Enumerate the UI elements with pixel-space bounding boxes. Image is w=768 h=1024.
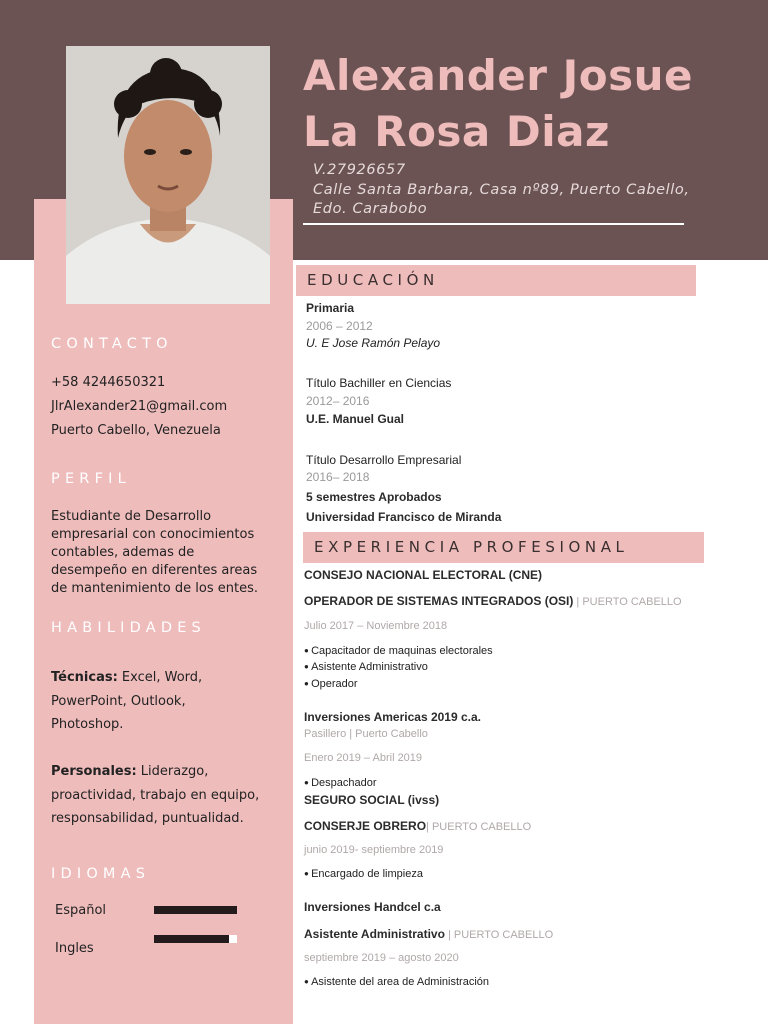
education-heading: EDUCACIÓN: [296, 265, 696, 296]
contact-block: [51, 371, 227, 443]
edu-years: 2012– 2016: [306, 394, 370, 408]
contact-heading: CONTACTO: [51, 336, 173, 352]
job-bullet: ● Asistente Administrativo: [304, 661, 428, 673]
id-and-address: [313, 161, 693, 220]
job-org: SEGURO SOCIAL (ivss): [304, 793, 440, 807]
header-divider: [303, 223, 684, 225]
language-spanish: Español: [55, 903, 107, 918]
personal-line: proactividad, trabajo en equipo,: [51, 787, 260, 803]
job-bullet: ● Operador: [304, 678, 358, 690]
edu-school: Universidad Francisco de Miranda: [306, 510, 502, 524]
edu-title: Título Desarrollo Empresarial: [306, 453, 462, 467]
language-english: Ingles: [55, 941, 94, 956]
sidebar-panel: [34, 199, 293, 1024]
job-bullet: ● Asistente del area de Administración: [304, 976, 489, 988]
portrait-image: [66, 46, 270, 304]
job-role-line: [304, 819, 531, 833]
job-org: Inversiones Handcel c.a: [304, 900, 441, 914]
candidate-name: [303, 48, 753, 160]
address-line-2: Edo. Carabobo: [313, 201, 428, 217]
edu-years: 2016– 2018: [306, 470, 370, 484]
technical-line: Photoshop.: [51, 717, 124, 732]
language-level-fill: [154, 906, 237, 914]
profile-line: Estudiante de Desarrollo: [51, 509, 212, 524]
job-role: CONSERJE OBRERO: [304, 819, 427, 833]
id-number: V.27926657: [313, 162, 406, 178]
profile-text: [51, 508, 258, 598]
profile-line: de mantenimiento de los entes.: [51, 581, 258, 596]
experience-heading: EXPERIENCIA PROFESIONAL: [303, 532, 704, 563]
job-dates: Enero 2019 – Abril 2019: [304, 752, 423, 764]
edu-title: Primaria: [306, 301, 355, 315]
profile-line: empresarial con conocimientos: [51, 527, 255, 542]
job-bullet: ● Capacitador de maquinas electorales: [304, 645, 493, 657]
technical-line: PowerPoint, Outlook,: [51, 693, 186, 709]
personal-label: Personales:: [51, 764, 137, 779]
job-role-line: [304, 927, 553, 941]
edu-note: 5 semestres Aprobados: [306, 490, 442, 504]
edu-years: 2006 – 2012: [306, 319, 373, 333]
job-org: Inversiones Americas 2019 c.a.: [304, 710, 481, 724]
job-role-line: [304, 594, 682, 608]
address-line-1: Calle Santa Barbara, Casa nº89, Puerto Cabello,: [313, 181, 690, 198]
technical-skills: [51, 666, 202, 737]
job-org: CONSEJO NACIONAL ELECTORAL (CNE): [304, 568, 543, 582]
technical-line: Excel, Word,: [117, 670, 203, 685]
skills-heading: HABILIDADES: [51, 620, 206, 636]
job-role-place: Pasillero | Puerto Cabello: [304, 728, 428, 740]
language-level-bar-english: [154, 935, 237, 943]
job-dates: septiembre 2019 – agosto 2020: [304, 952, 459, 964]
languages-heading: IDIOMAS: [51, 866, 151, 882]
personal-line: Liderazgo,: [136, 764, 209, 779]
job-place: | PUERTO CABELLO: [573, 596, 682, 608]
job-bullet: ● Despachador: [304, 777, 377, 789]
location: Puerto Cabello, Venezuela: [51, 423, 221, 438]
name-line-2: La Rosa Diaz: [303, 107, 610, 156]
job-role: Asistente Administrativo: [304, 927, 445, 941]
job-role: OPERADOR DE SISTEMAS INTEGRADOS (OSI): [304, 594, 574, 608]
edu-school: U.E. Manuel Gual: [306, 412, 405, 426]
profile-line: desempeño en diferentes areas: [51, 563, 258, 578]
edu-school: U. E Jose Ramón Pelayo: [306, 336, 441, 350]
language-level-bar-spanish: [154, 906, 237, 914]
profile-photo: [66, 46, 270, 304]
email-address: JlrAlexander21@gmail.com: [51, 399, 228, 414]
job-place: | PUERTO CABELLO: [444, 929, 554, 941]
job-dates: Julio 2017 – Noviembre 2018: [304, 620, 448, 632]
job-bullet: ● Encargado de limpieza: [304, 868, 423, 880]
language-level-fill: [154, 935, 229, 943]
personal-skills: [51, 760, 259, 831]
technical-label: Técnicas:: [51, 670, 118, 685]
name-line-1: Alexander Josue: [303, 51, 693, 100]
edu-title: Título Bachiller en Ciencias: [306, 376, 452, 390]
job-place: | PUERTO CABELLO: [426, 821, 532, 833]
profile-line: contables, ademas de: [51, 545, 195, 560]
phone-number: +58 4244650321: [51, 375, 166, 390]
job-dates: junio 2019- septiembre 2019: [304, 844, 444, 856]
profile-heading: PERFIL: [51, 471, 131, 487]
personal-line: responsabilidad, puntualidad.: [51, 811, 244, 826]
